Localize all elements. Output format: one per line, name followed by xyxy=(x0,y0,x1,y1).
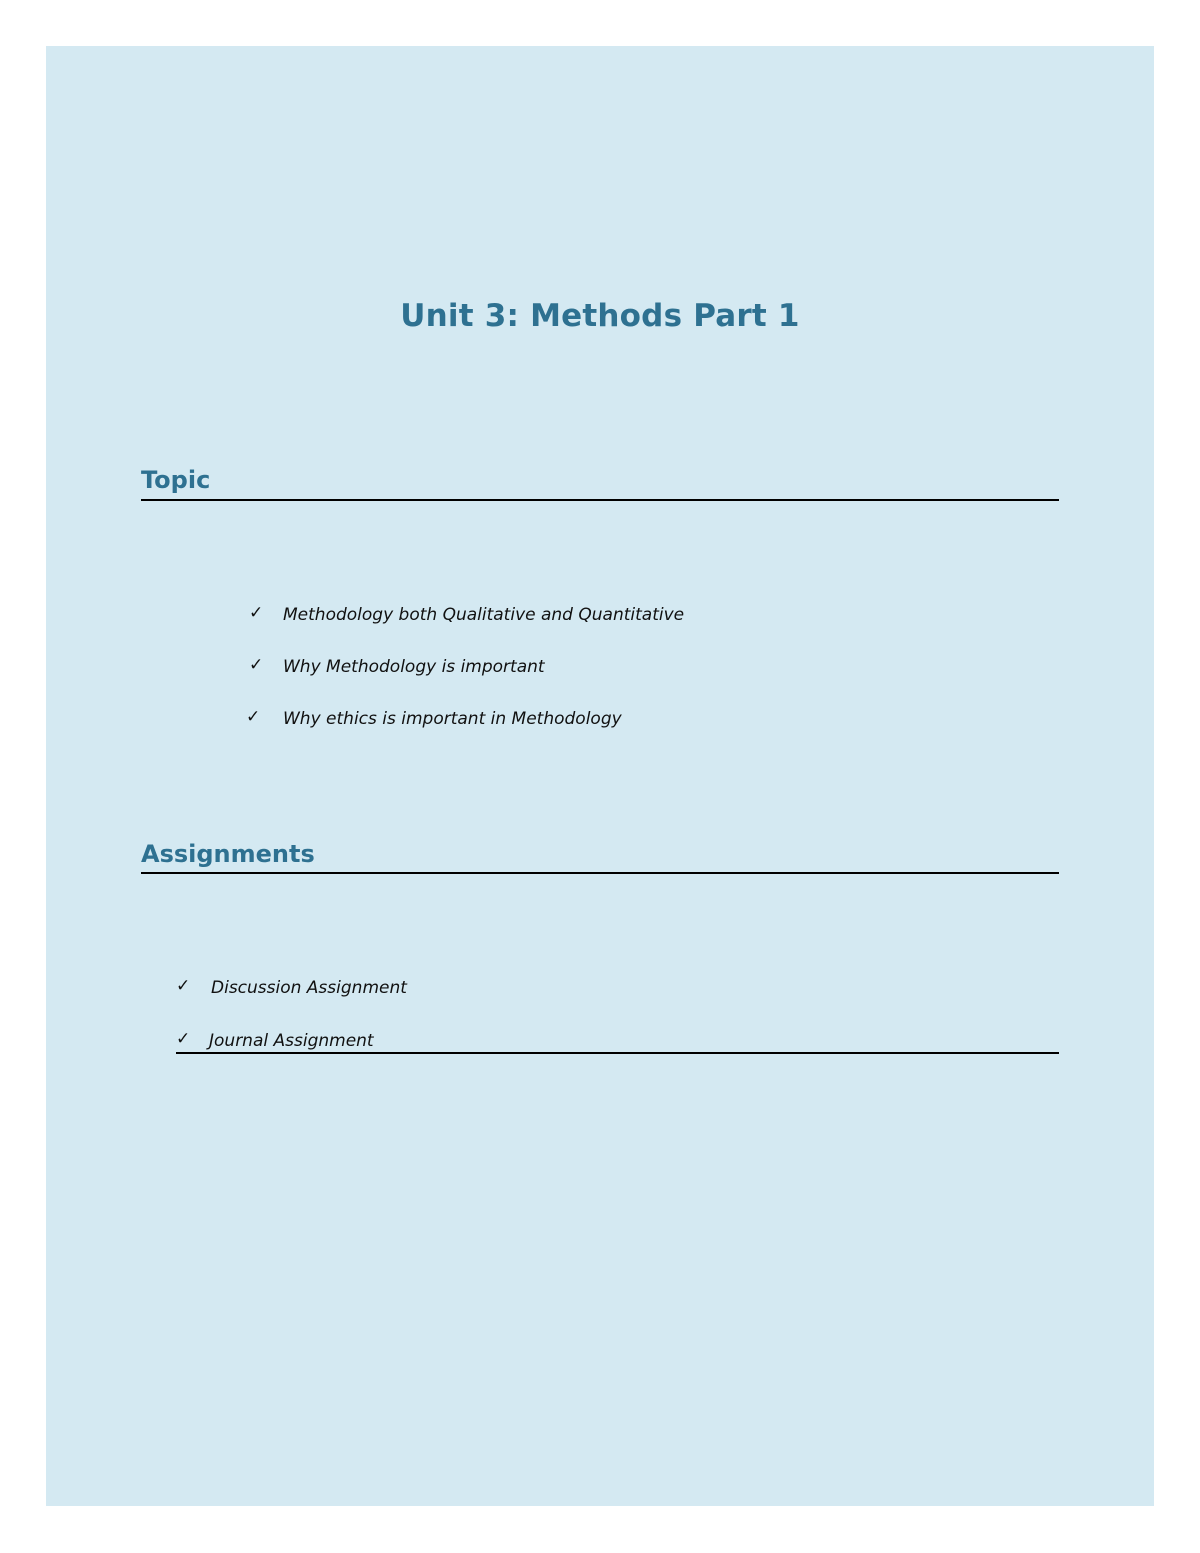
page-title: Unit 3: Methods Part 1 xyxy=(400,298,800,334)
checkmark-icon: ✓ xyxy=(176,1029,191,1049)
checkmark-icon: ✓ xyxy=(246,707,261,727)
checkmark-icon: ✓ xyxy=(249,655,264,675)
topic-divider xyxy=(141,499,1059,501)
checkmark-icon: ✓ xyxy=(176,976,191,996)
checkmark-icon: ✓ xyxy=(249,603,264,623)
assignment-item-discussion: Discussion Assignment xyxy=(211,978,407,998)
assignments-divider xyxy=(141,872,1059,874)
assignment-item-journal: Journal Assignment xyxy=(209,1031,374,1051)
topic-item-1: Methodology both Qualitative and Quantitative xyxy=(283,605,685,625)
assignments-bottom-divider xyxy=(176,1052,1059,1054)
page-panel xyxy=(46,46,1154,1506)
topic-item-2: Why Methodology is important xyxy=(283,657,545,677)
topic-heading: Topic xyxy=(141,466,211,494)
assignments-heading: Assignments xyxy=(141,840,315,868)
topic-item-3: Why ethics is important in Methodology xyxy=(283,709,622,729)
